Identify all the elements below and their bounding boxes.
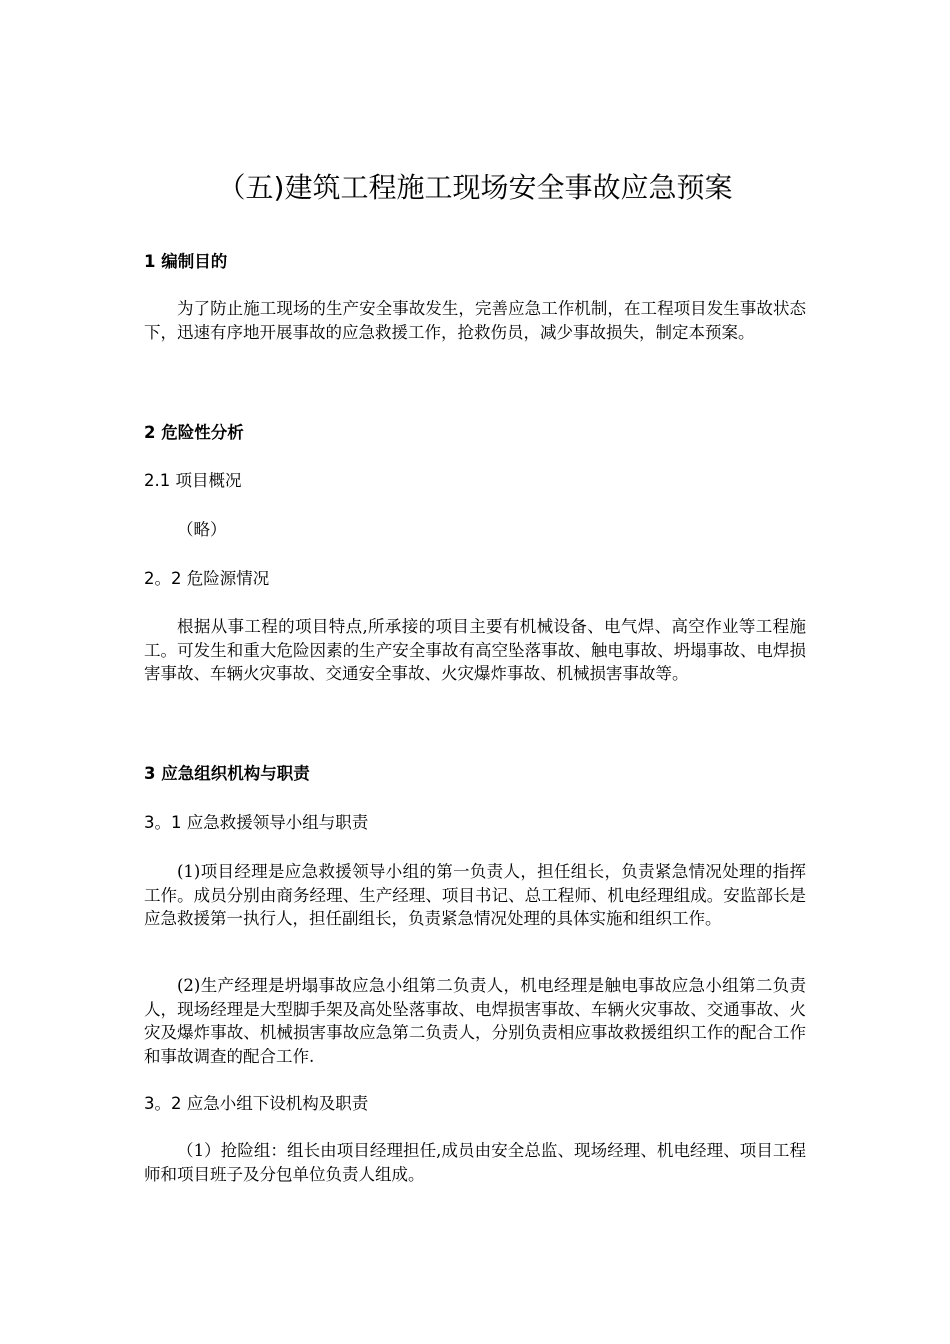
section-heading-2-1: 2.1 项目概况 xyxy=(144,471,242,490)
section-heading-3-1: 3。1 应急救援领导小组与职责 xyxy=(144,813,369,832)
paragraph-project-overview: （略） xyxy=(177,520,227,539)
section-heading-2: 2 危险性分析 xyxy=(144,423,244,442)
document-title: （五)建筑工程施工现场安全事故应急预案 xyxy=(217,171,733,204)
section-heading-3-2: 3。2 应急小组下设机构及职责 xyxy=(144,1094,369,1113)
paragraph-hazard-sources: 根据从事工程的项目特点,所承接的项目主要有机械设备、电气焊、高空作业等工程施工。可发生和重大危险因素的生产安全事故有高空坠落事故、触电事故、坍塌事故、电焊损害事故、车辆火灾事故、交通安全事故、火灾爆炸事故、机械损害事故等。 xyxy=(144,617,806,683)
paragraph-leadership-1: (1)项目经理是应急救援领导小组的第一负责人，担任组长，负责紧急情况处理的指挥工作。成员分别由商务经理、生产经理、项目书记、总工程师、机电经理组成。安监部长是应急救援第一执行人，担任副组长，负责紧急情况处理的具体实施和组织工作。 xyxy=(144,862,806,928)
section-heading-1: 1 编制目的 xyxy=(144,252,228,271)
section-heading-2-2: 2。2 危险源情况 xyxy=(144,569,270,588)
section-heading-3: 3 应急组织机构与职责 xyxy=(144,764,310,783)
paragraph-leadership-2: (2)生产经理是坍塌事故应急小组第二负责人，机电经理是触电事故应急小组第二负责人，现场经理是大型脚手架及高处坠落事故、电焊损害事故、车辆火灾事故、交通事故、火灾及爆炸事故、机械损害事故应急第二负责人，分别负责相应事故救援组织工作的配合工作和事故调查的配合工作. xyxy=(144,976,806,1066)
paragraph-rescue-team: （1）抢险组：组长由项目经理担任,成员由安全总监、现场经理、机电经理、项目工程师和项目班子及分包单位负责人组成。 xyxy=(144,1141,806,1184)
paragraph-purpose: 为了防止施工现场的生产安全事故发生，完善应急工作机制，在工程项目发生事故状态下，迅速有序地开展事故的应急救援工作，抢救伤员，减少事故损失，制定本预案。 xyxy=(144,299,806,342)
